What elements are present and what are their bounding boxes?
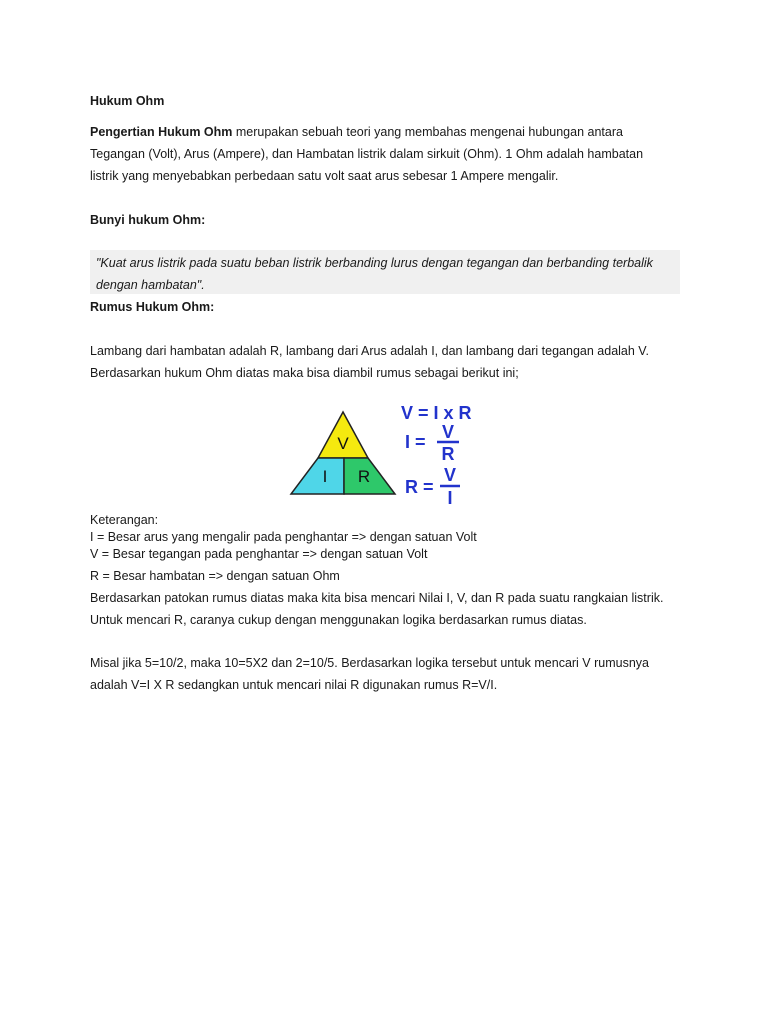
definition-line-3: listrik yang menyebabkan perbedaan satu volt saat arus sebesar 1 Ampere mengalir.	[90, 169, 559, 183]
document-title: Hukum Ohm	[90, 94, 165, 108]
symbols-line-1: Lambang dari hambatan adalah R, lambang dari Arus adalah I, dan lambang dari tegangan adalah V.	[90, 344, 649, 358]
legend-line-v: V = Besar tegangan pada penghantar => dengan satuan Volt	[90, 547, 428, 561]
definition-term: Pengertian Hukum Ohm	[90, 125, 233, 139]
example-line-1: Misal jika 5=10/2, maka 10=5X2 dan 2=10/5. Berdasarkan logika tersebut untuk mencari V rumusnya	[90, 656, 650, 670]
ohm-law-diagram	[288, 398, 488, 508]
statement-quote-line-1: "Kuat arus listrik pada suatu beban listrik berbanding lurus dengan tegangan dan berbanding terbalik	[96, 256, 653, 270]
definition-line-1-rest: merupakan sebuah teori yang membahas mengenai hubungan antara	[232, 125, 623, 139]
formula-v-equals-i-x-r: V = I x R	[401, 403, 472, 423]
example-line-2: adalah V=I X R sedangkan untuk mencari nilai R digunakan rumus R=V/I.	[90, 678, 498, 692]
formula-r-lhs: R =	[405, 477, 434, 497]
formula-r-denominator: I	[447, 488, 453, 508]
usage-line-2: Untuk mencari R, caranya cukup dengan menggunakan logika berdasarkan rumus diatas.	[90, 613, 587, 627]
statement-quote-box	[90, 250, 680, 294]
usage-line-1: Berdasarkan patokan rumus diatas maka kita bisa mencari Nilai I, V, dan R pada suatu rangkaian listrik.	[90, 591, 664, 605]
triangle-label-v: V	[337, 434, 349, 453]
legend-line-r: R = Besar hambatan => dengan satuan Ohm	[90, 569, 340, 583]
formula-i-numerator: V	[441, 422, 455, 442]
triangle-label-r: R	[357, 467, 371, 486]
symbols-line-2: Berdasarkan hukum Ohm diatas maka bisa diambil rumus sebagai berikut ini;	[90, 366, 519, 380]
formula-r-numerator: V	[443, 465, 457, 485]
statement-quote-line-2: dengan hambatan".	[96, 278, 205, 292]
triangle-left-section	[291, 458, 344, 494]
legend-line-i: I = Besar arus yang mengalir pada penghantar => dengan satuan Volt	[90, 530, 477, 544]
formula-heading: Rumus Hukum Ohm:	[90, 300, 215, 314]
definition-line-2: Tegangan (Volt), Arus (Ampere), dan Hambatan listrik dalam sirkuit (Ohm). 1 Ohm adalah hambatan	[90, 147, 644, 161]
legend-heading: Keterangan:	[90, 513, 159, 527]
triangle-label-i: I	[322, 467, 328, 486]
statement-heading: Bunyi hukum Ohm:	[90, 213, 206, 227]
formula-i-denominator: R	[441, 444, 455, 464]
definition-line-1	[90, 121, 623, 143]
formula-i-lhs: I =	[405, 432, 426, 452]
